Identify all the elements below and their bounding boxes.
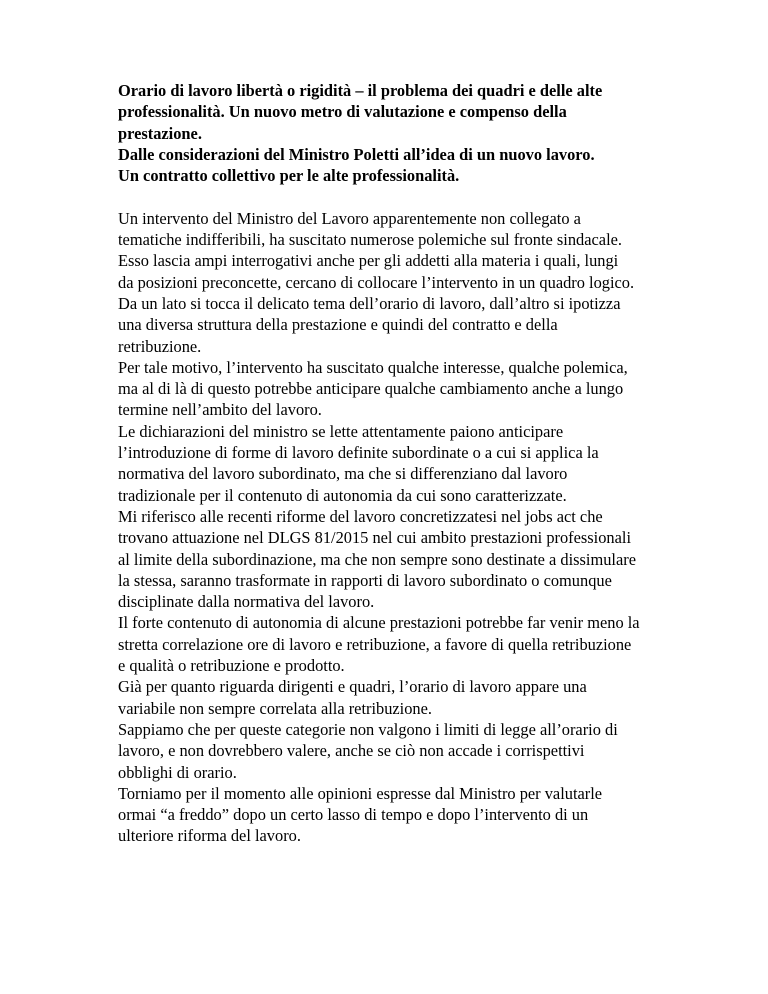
body-line: Torniamo per il momento alle opinioni espresse dal Ministro per valutarle xyxy=(118,783,603,803)
document-heading xyxy=(118,80,718,186)
heading-line: Un contratto collettivo per le alte professionalità. xyxy=(118,166,460,186)
body-line: tradizionale per il contenuto di autonomia da cui sono caratterizzate. xyxy=(118,485,567,505)
body-line: variabile non sempre correlata alla retribuzione. xyxy=(118,698,432,718)
body-line: ormai “a freddo” dopo un certo lasso di tempo e dopo l’intervento di un xyxy=(118,805,589,825)
body-line: Già per quanto riguarda dirigenti e quadri, l’orario di lavoro appare una xyxy=(118,677,587,697)
body-line: Il forte contenuto di autonomia di alcune prestazioni potrebbe far venir meno la xyxy=(118,613,640,633)
body-line: Per tale motivo, l’intervento ha suscitato qualche interesse, qualche polemica, xyxy=(118,357,628,377)
body-line: normativa del lavoro subordinato, ma che si differenziano dal lavoro xyxy=(118,464,568,484)
body-line: Esso lascia ampi interrogativi anche per gli addetti alla materia i quali, lungi xyxy=(118,251,619,271)
body-line: tematiche indifferibili, ha suscitato numerose polemiche sul fronte sindacale. xyxy=(118,230,623,250)
body-line: obblighi di orario. xyxy=(118,762,237,782)
heading-line: prestazione. xyxy=(118,123,202,143)
body-line: una diversa struttura della prestazione e quindi del contratto e della xyxy=(118,315,558,335)
heading-line: Orario di lavoro libertà o rigidità – il problema dei quadri e delle alte xyxy=(118,81,603,100)
body-line: Le dichiarazioni del ministro se lette attentamente paiono anticipare xyxy=(118,421,564,441)
body-line: la stessa, saranno trasformate in rapporti di lavoro subordinato o comunque xyxy=(118,570,612,590)
body-line: al limite della subordinazione, ma che non sempre sono destinate a dissimulare xyxy=(118,549,636,569)
body-line: Sappiamo che per queste categorie non valgono i limiti di legge all’orario di xyxy=(118,719,618,739)
body-line: Da un lato si tocca il delicato tema dell’orario di lavoro, dall’altro si ipotizza xyxy=(118,293,621,313)
body-line: ma al di là di questo potrebbe anticipare qualche cambiamento anche a lungo xyxy=(118,379,624,399)
body-line: Mi riferisco alle recenti riforme del lavoro concretizzatesi nel jobs act che xyxy=(118,506,603,526)
body-line: retribuzione. xyxy=(118,336,202,356)
body-line: e qualità o retribuzione e prodotto. xyxy=(118,656,345,676)
document-body xyxy=(118,208,718,847)
body-line: lavoro, e non dovrebbero valere, anche se ciò non accade i corrispettivi xyxy=(118,741,585,761)
body-line: trovano attuazione nel DLGS 81/2015 nel cui ambito prestazioni professionali xyxy=(118,528,631,548)
body-line: stretta correlazione ore di lavoro e retribuzione, a favore di quella retribuzione xyxy=(118,634,632,654)
body-line: disciplinate dalla normativa del lavoro. xyxy=(118,592,375,612)
heading-line: professionalità. Un nuovo metro di valutazione e compenso della xyxy=(118,102,567,122)
body-line: ulteriore riforma del lavoro. xyxy=(118,826,301,846)
body-line: da posizioni preconcette, cercano di collocare l’intervento in un quadro logico. xyxy=(118,272,635,292)
body-line: l’introduzione di forme di lavoro definite subordinate o a cui si applica la xyxy=(118,443,599,463)
body-line: termine nell’ambito del lavoro. xyxy=(118,400,322,420)
heading-line: Dalle considerazioni del Ministro Poletti all’idea di un nuovo lavoro. xyxy=(118,144,595,164)
document-page xyxy=(118,80,718,847)
body-line: Un intervento del Ministro del Lavoro apparentemente non collegato a xyxy=(118,208,581,228)
